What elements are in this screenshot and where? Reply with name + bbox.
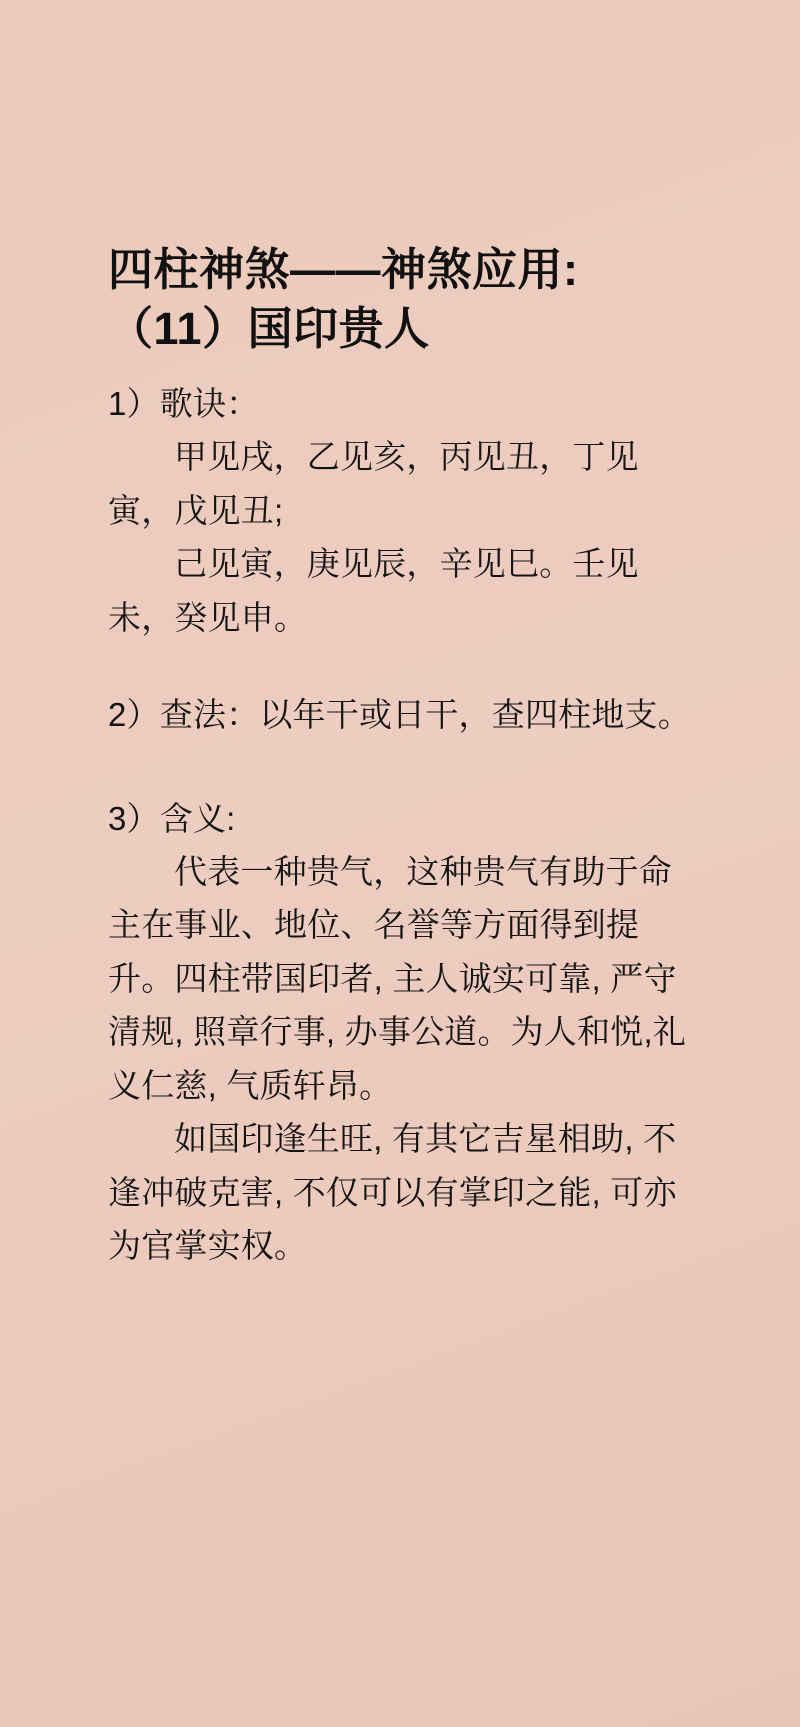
section-3-paragraph-1: 代表一种贵气，这种贵气有助于命主在事业、地位、名誉等方面得到提升。四柱带国印者, 主人诚实可靠, 严守清规, 照章行事, 办事公道。为人和悦,礼义仁慈, 气质轩昂。 bbox=[108, 852, 687, 1104]
section-1-paragraph-1: 甲见戌，乙见亥，丙见丑，丁见寅，戊见丑; bbox=[108, 438, 639, 529]
section-heading-2: 2）查法：以年干或日干，查四柱地支。 bbox=[108, 696, 691, 734]
section-chafa bbox=[108, 688, 692, 741]
section-3-paragraph-2: 如国印逢生旺, 有其它吉星相助, 不逢冲破克害, 不仅可以有掌印之能, 可亦为官掌实权。 bbox=[108, 1120, 677, 1265]
spacer-1 bbox=[108, 648, 692, 688]
spacer-2 bbox=[108, 746, 692, 792]
section-gejue bbox=[108, 377, 692, 644]
section-1-paragraph-2: 己见寅，庚见辰，辛见巳。壬见未，癸见申。 bbox=[108, 545, 639, 636]
page-title-line-1: 四柱神煞——神煞应用: bbox=[108, 244, 579, 295]
section-heading-3: 3）含义: bbox=[108, 799, 236, 837]
section-heading-1: 1）歌诀： bbox=[108, 384, 260, 422]
page-title bbox=[108, 240, 692, 359]
page-title-line-2: （11）国印贵人 bbox=[108, 303, 430, 355]
section-hanyi bbox=[108, 792, 692, 1273]
